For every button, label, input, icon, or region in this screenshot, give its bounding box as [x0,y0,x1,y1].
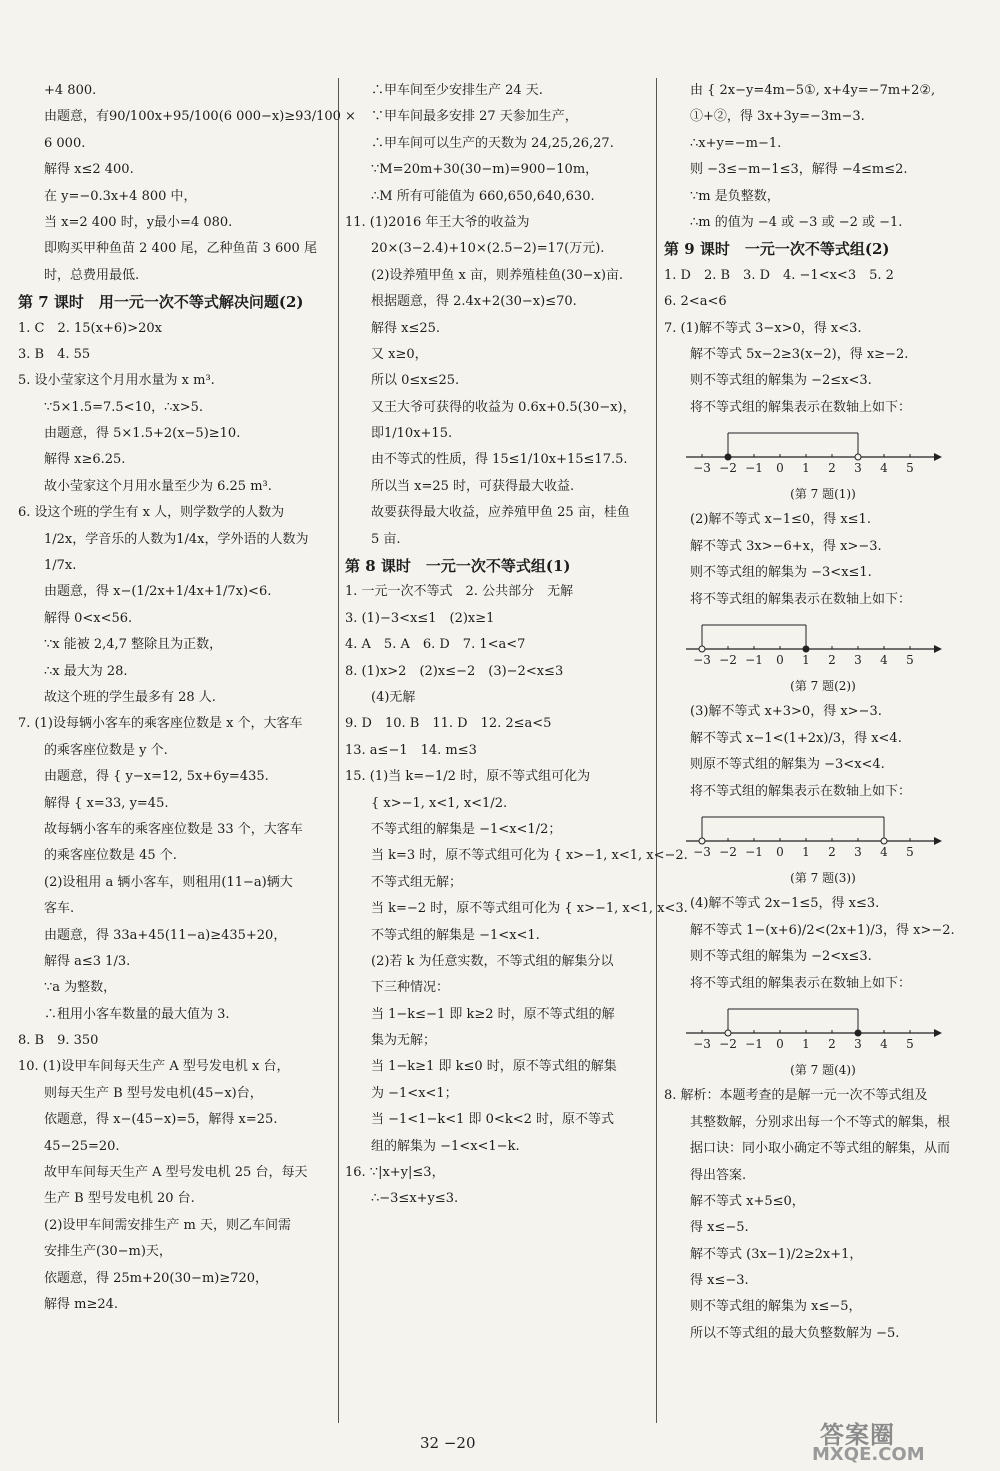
text-line: 由 { 2x−y=4m−5①, x+4y=−7m+2②, [690,83,936,98]
text-line: 则原不等式组的解集为 −3<x<4. [690,757,885,773]
tick-label: 1 [802,461,810,476]
text-line: 将不等式组的解集表示在数轴上如下： [690,783,912,799]
endpoint-dot [881,838,887,844]
text-line: 得 x≤−3. [690,1273,749,1289]
text-line: 则不等式组的解集为 −3<x≤1. [690,565,872,581]
text-line: (2)若 k 为任意实数，不等式组的解集分以 [371,953,614,969]
text-line: (2)设养殖甲鱼 x 亩，则养殖桂鱼(30−x)亩. [371,267,624,283]
tick-label: 5 [906,461,914,476]
endpoint-dot [855,1030,861,1036]
text-line: 依题意，得 x−(45−x)=5，解得 x=25. [44,1112,278,1128]
figure-caption-1: (第 7 题(1)) [790,487,856,502]
text-line: 当 k=−2 时，原不等式组可化为 { x>−1, x<1, x<3. [371,901,688,917]
tick-label: 2 [828,844,836,859]
tick-label: 3 [854,844,862,859]
text-line: 故这个班的学生最多有 28 人. [44,689,216,705]
text-line: 则不等式组的解集为 x≤−5， [690,1299,862,1315]
text-line: 当 k=3 时，原不等式组可化为 { x>−1, x<1, x<−2. [371,848,688,864]
text-line: 4. A 5. A 6. D 7. 1<a<7 [345,637,526,653]
tick-label: 1 [802,844,810,859]
text-line: ∴甲车间可以生产的天数为 24,25,26,27. [371,135,614,151]
col3-top-block [664,78,982,421]
text-line: 1/7x. [44,558,77,574]
text-line: 根据题意，得 2.4x+2(30−x)≤70. [371,294,577,310]
text-line: 安排生产(30−m)天， [44,1244,172,1260]
text-line: 解得 x≥6.25. [44,452,126,468]
number-line-3 [684,809,982,861]
text-line: 解得 m≥24. [44,1296,119,1312]
text-line: 其整数解，分别求出每一个不等式的解集，根 [690,1114,951,1130]
tick-label: −2 [719,1036,737,1051]
endpoint-dot [699,646,705,652]
text-line: 16. ∵|x+y|≤3， [345,1165,445,1181]
text-line: ∵m 是负整数， [690,188,780,204]
tick-label: 4 [880,653,888,668]
text-line: 即购买甲种鱼苗 2 400 尾，乙种鱼苗 3 600 尾 [44,241,317,257]
tick-label: −1 [745,1036,763,1051]
text-line: 由题意，得 x−(1/2x+1/4x+1/7x)<6. [44,584,272,600]
text-line: (3)解不等式 x+3>0，得 x>−3. [690,704,882,720]
axis-arrow-icon [934,837,942,845]
text-line: 得 x≤−5. [690,1220,749,1236]
text-line: 又王大爷可获得的收益为 0.6x+0.5(30−x)， [371,399,636,415]
text-line: 3. (1)−3<x≤1 (2)x≥1 [345,610,495,626]
number-line-1 [684,425,982,477]
text-line: 10. (1)设甲车间每天生产 A 型号发电机 x 台， [18,1059,290,1075]
text-line: (4)解不等式 2x−1≤5，得 x≤3. [690,896,880,912]
number-line-4 [684,1001,982,1053]
text-line: 在 y=−0.3x+4 800 中， [44,188,197,204]
text-line: 即1/10x+15. [371,426,453,442]
text-line: 解不等式 (3x−1)/2≥2x+1， [690,1246,863,1262]
section-heading: 第 8 课时 一元一次不等式组(1) [345,557,571,576]
figure-caption-4: (第 7 题(4)) [790,1062,856,1077]
column-divider [338,78,339,1423]
text-line: 不等式组的解集是 −1<x<1. [371,927,540,943]
tick-label: 5 [906,653,914,668]
text-line: 1. C 2. 15(x+6)>20x [18,320,162,336]
text-line: 解不等式 x−1<(1+2x)/3，得 x<4. [690,730,902,746]
tick-label: −3 [693,653,711,668]
tick-label: 0 [776,844,784,859]
number-line-svg [684,809,944,859]
tick-label: −1 [745,844,763,859]
text-line: 6 000. [44,135,86,151]
column-1 [18,78,356,1318]
text-line: 故甲车间每天生产 A 型号发电机 25 台，每天 [44,1165,308,1181]
text-line: 则 −3≤−m−1≤3，解得 −4≤m≤2. [690,162,908,178]
text-line: 集为无解； [371,1033,437,1049]
text-line: ∵5×1.5=7.5<10，∴x>5. [44,399,204,415]
tick-label: 4 [880,1036,888,1051]
text-line: 又 x≥0， [371,346,428,362]
text-line: 当 1−k≤−1 即 k≥2 时，原不等式组的解 [371,1006,615,1022]
text-line: (2)设租用 a 辆小客车，则租用(11−a)辆大 [44,874,293,890]
text-line: 当 1−k≥1 即 k≤0 时，原不等式组的解集 [371,1059,617,1075]
text-line: 20×(3−2.4)+10×(2.5−2)=17(万元). [371,241,605,257]
text-line: 3. B 4. 55 [18,346,91,362]
text-line: 由题意，得 { y−x=12, 5x+6y=435. [44,769,269,785]
section-heading: 第 7 课时 用一元一次不等式解决问题(2) [18,293,304,312]
text-line: 故每辆小客车的乘客座位数是 33 个，大客车 [44,821,303,837]
text-line: 由题意，得 5×1.5+2(x−5)≥10. [44,426,241,442]
text-line: +4 800. [44,83,97,98]
tick-label: 5 [906,1036,914,1051]
text-line: 下三种情况： [371,980,450,996]
col3-block-c [664,699,982,805]
text-line: (4)无解 [371,689,416,705]
tick-label: 4 [880,461,888,476]
text-line: 解得 0<x<56. [44,610,133,626]
text-line: 所以不等式组的最大负整数解为 −5. [690,1325,900,1341]
tick-label: −1 [745,461,763,476]
tick-label: 2 [828,461,836,476]
text-line: 当 x=2 400 时，y最小=4 080. [44,214,233,230]
tick-label: 0 [776,461,784,476]
axis-arrow-icon [934,645,942,653]
text-line: 由题意，有90/100x+95/100(6 000−x)≥93/100 × [44,109,356,125]
col3-block-b [664,507,982,613]
text-line: ∵甲车间最多安排 27 天参加生产， [371,109,578,125]
text-line: 则不等式组的解集为 −2≤x<3. [690,373,872,389]
tick-label: 2 [828,653,836,668]
text-line: 所以当 x=25 时，可获得最大收益. [371,478,575,494]
text-line: 为 −1<x<1； [371,1085,458,1101]
text-line: 生产 B 型号发电机 20 台. [44,1191,195,1207]
text-line: 11. (1)2016 年王大爷的收益为 [345,214,530,230]
text-line: 解不等式 1−(x+6)/2<(2x+1)/3，得 x>−2. [690,922,955,938]
text-line: 1. D 2. B 3. D 4. −1<x<3 5. 2 [664,267,894,283]
page-number: 32 −20 [420,1434,476,1452]
tick-label: −2 [719,653,737,668]
text-line: 组的解集为 −1<x<1−k. [371,1138,520,1154]
text-line: 15. (1)当 k=−1/2 时，原不等式组可化为 [345,769,591,785]
number-line-svg [684,1001,944,1051]
axis-arrow-icon [934,453,942,461]
text-line: 将不等式组的解集表示在数轴上如下： [690,591,912,607]
col3-block-d [664,891,982,997]
axis-arrow-icon [934,1029,942,1037]
text-line: 将不等式组的解集表示在数轴上如下： [690,399,912,415]
tick-label: 5 [906,844,914,859]
tick-label: 1 [802,1036,810,1051]
number-line-2 [684,617,982,669]
text-line: 解得 { x=33, y=45. [44,795,169,811]
text-line: 7. (1)设每辆小客车的乘客座位数是 x 个，大客车 [18,716,303,732]
text-line: 不等式组无解； [371,874,463,890]
number-line-svg [684,425,944,475]
text-line: 解得 a≤3 1/3. [44,953,131,969]
endpoint-dot [725,454,731,460]
text-line: { x>−1, x<1, x<1/2. [371,795,508,811]
text-line: ∴m 的值为 −4 或 −3 或 −2 或 −1. [690,214,903,230]
text-line: ∴−3≤x+y≤3. [371,1191,459,1207]
text-line: 所以 0≤x≤25. [371,373,460,389]
tick-label: 4 [880,844,888,859]
number-line-svg [684,617,944,667]
text-line: 由不等式的性质，得 15≤1/10x+15≤17.5. [371,452,628,468]
col3-block-e [664,1083,982,1347]
text-line: 13. a≤−1 14. m≤3 [345,742,477,758]
text-line: 8. 解析：本题考查的是解一元一次不等式组及 [664,1088,928,1104]
text-line: (2)解不等式 x−1≤0，得 x≤1. [690,512,871,528]
tick-label: 1 [802,653,810,668]
text-line: 则每天生产 B 型号发电机(45−x)台， [44,1085,263,1101]
text-line: 得出答案. [690,1167,747,1183]
text-line: 时，总费用最低. [44,267,140,283]
text-line: 8. (1)x>2 (2)x≤−2 (3)−2<x≤3 [345,663,564,679]
figure-caption-2: (第 7 题(2)) [790,679,856,694]
column-divider [656,78,657,1423]
text-line: 5 亩. [371,531,401,547]
tick-label: −2 [719,461,737,476]
tick-label: 3 [854,1036,862,1051]
text-line: 依题意，得 25m+20(30−m)≥720， [44,1270,269,1286]
watermark-logo: 答案圈 [820,1421,895,1449]
text-line: 1. 一元一次不等式 2. 公共部分 无解 [345,584,574,600]
text-line: 据口诀：同小取小确定不等式组的解集，从而 [690,1141,951,1157]
tick-label: 2 [828,1036,836,1051]
text-line: 的乘客座位数是 y 个. [44,742,168,758]
tick-label: 0 [776,653,784,668]
text-line: ∴M 所有可能值为 660,650,640,630. [371,188,595,204]
text-line: 9. D 10. B 11. D 12. 2≤a<5 [345,716,552,732]
text-line: 解不等式 5x−2≥3(x−2)，得 x≥−2. [690,346,909,362]
text-line: 当 −1<1−k<1 即 0<k<2 时，原不等式 [371,1112,614,1128]
text-line: ∵x 能被 2,4,7 整除且为正数， [44,637,223,653]
section-heading: 第 9 课时 一元一次不等式组(2) [664,240,890,259]
tick-label: 3 [854,461,862,476]
text-line: 6. 设这个班的学生有 x 人，则学数学的人数为 [18,505,285,521]
text-line: 由题意，得 33a+45(11−a)≥435+20， [44,927,287,943]
text-line: 5. 设小莹家这个月用水量为 x m³. [18,373,215,389]
tick-label: −3 [693,1036,711,1051]
text-line: ∵a 为整数， [44,980,117,996]
endpoint-dot [803,646,809,652]
text-line: 的乘客座位数是 45 个. [44,848,177,864]
text-line: 1/2x，学音乐的人数为1/4x，学外语的人数为 [44,531,309,547]
watermark-url: MXQE.COM [812,1444,925,1465]
text-line: (2)设甲车间需安排生产 m 天，则乙车间需 [44,1217,292,1233]
text-line: ∴租用小客车数量的最大值为 3. [44,1006,230,1022]
tick-label: −3 [693,461,711,476]
text-line: 不等式组的解集是 −1<x<1/2； [371,821,562,837]
text-line: 则不等式组的解集为 −2<x≤3. [690,949,872,965]
figure-caption-3: (第 7 题(3)) [790,870,856,885]
text-line: 解得 x≤2 400. [44,162,134,178]
text-line: 客车. [44,901,75,917]
text-line: ∴甲车间至少安排生产 24 天. [371,83,543,98]
endpoint-dot [699,838,705,844]
text-line: 故要获得最大收益，应养殖甲鱼 25 亩，桂鱼 [371,505,630,521]
text-line: 8. B 9. 350 [18,1033,99,1049]
column-3 [664,78,982,1347]
tick-label: −1 [745,653,763,668]
text-line: 将不等式组的解集表示在数轴上如下： [690,975,912,991]
text-line: 故小莹家这个月用水量至少为 6.25 m³. [44,478,272,494]
text-line: 解不等式 x+5≤0， [690,1193,805,1209]
tick-label: 0 [776,1036,784,1051]
text-line: ∴x+y=−m−1. [690,135,782,151]
text-line: ①+②，得 3x+3y=−3m−3. [690,109,865,125]
tick-label: −3 [693,844,711,859]
text-line: 7. (1)解不等式 3−x>0，得 x<3. [664,320,862,336]
endpoint-dot [725,1030,731,1036]
text-line: ∴x 最大为 28. [44,663,128,679]
text-line: 解不等式 3x>−6+x，得 x>−3. [690,538,882,554]
text-line: 45−25=20. [44,1138,120,1154]
column-2 [345,78,688,1213]
text-line: ∵M=20m+30(30−m)=900−10m， [371,162,599,178]
text-line: 解得 x≤25. [371,320,441,336]
tick-label: 3 [854,653,862,668]
endpoint-dot [855,454,861,460]
text-line: 6. 2<a<6 [664,294,727,310]
tick-label: −2 [719,844,737,859]
